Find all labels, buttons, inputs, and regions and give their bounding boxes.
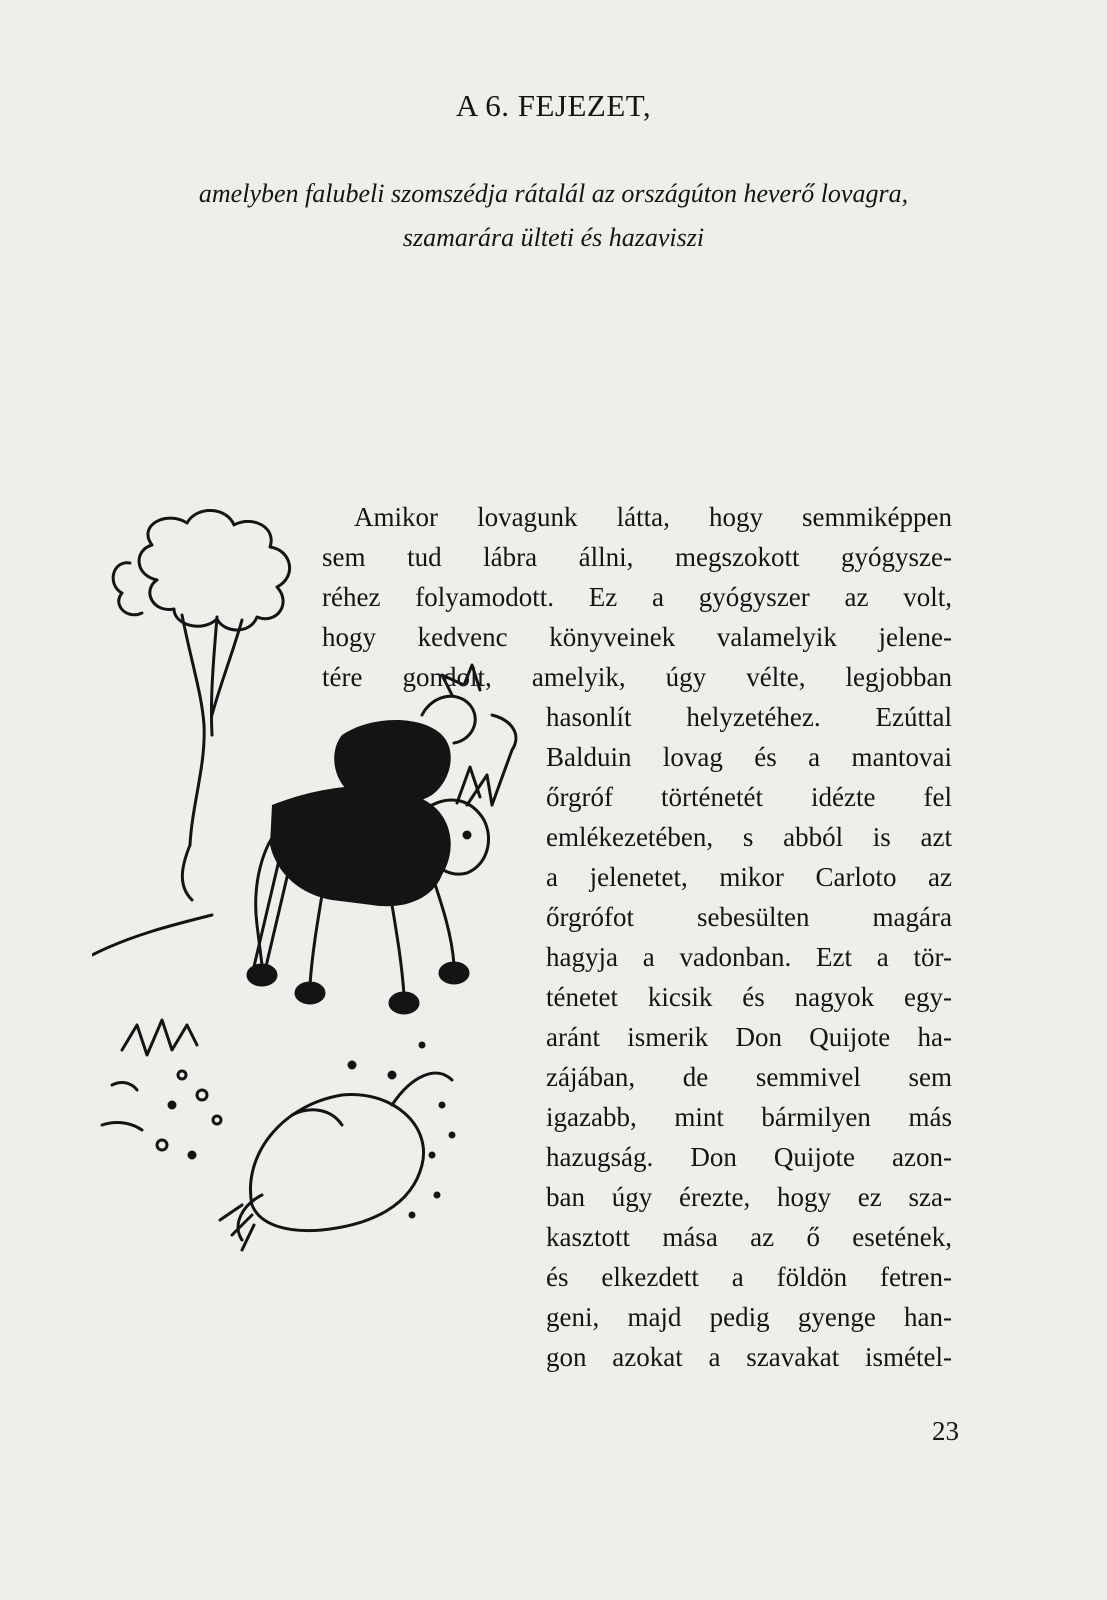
subtitle-line: szamarára ülteti és hazaviszi <box>402 223 705 252</box>
chapter-heading: A 6. FEJEZET, <box>455 88 652 123</box>
text-line: réhez folyamodott. Ez a gyógyszer az volt, <box>322 582 952 612</box>
text-line: geni, majd pedig gyenge han- <box>546 1302 952 1332</box>
chapter-subtitle <box>90 172 1017 260</box>
text-line: kasztott mása az ő esetének, <box>546 1222 952 1252</box>
text-line: Balduin lovag és a mantovai <box>546 742 952 772</box>
text-line: őrgróf történetét idézte fel <box>546 782 952 812</box>
text-line: Amikor lovagunk látta, hogy semmiképpen <box>354 502 952 532</box>
text-line: ténetet kicsik és nagyok egy- <box>546 982 952 1012</box>
text-line: aránt ismerik Don Quijote ha- <box>546 1022 952 1052</box>
text-line: sem tud lábra állni, megszokott gyógysze- <box>322 542 952 572</box>
text-line: hogy kedvenc könyveinek valamelyik jelene- <box>322 622 952 652</box>
text-line: igazabb, mint bármilyen más <box>546 1102 952 1132</box>
text-line: hagyja a vadonban. Ezt a tör- <box>546 942 952 972</box>
page-number: 23 <box>932 1416 959 1446</box>
subtitle-line: amelyben falubeli szomszédja rátalál az országúton heverő lovagra, <box>198 179 909 208</box>
text-line: tére gondolt, amelyik, úgy vélte, legjobban <box>322 662 952 692</box>
text-line: és elkezdett a földön fetren- <box>546 1262 952 1292</box>
text-line: gon azokat a szavakat ismétel- <box>546 1342 952 1372</box>
text-line: a jelenetet, mikor Carloto az <box>546 862 952 892</box>
text-line: zájában, de semmivel sem <box>546 1062 952 1092</box>
text-line: hazugság. Don Quijote azon- <box>546 1142 952 1172</box>
text-line: őrgrófot sebesülten magára <box>546 902 952 932</box>
text-line: emlékezetében, s abból is azt <box>546 822 952 852</box>
text-line: ban úgy érezte, hogy ez sza- <box>546 1182 952 1212</box>
text-line: hasonlít helyzetéhez. Ezúttal <box>546 702 952 732</box>
